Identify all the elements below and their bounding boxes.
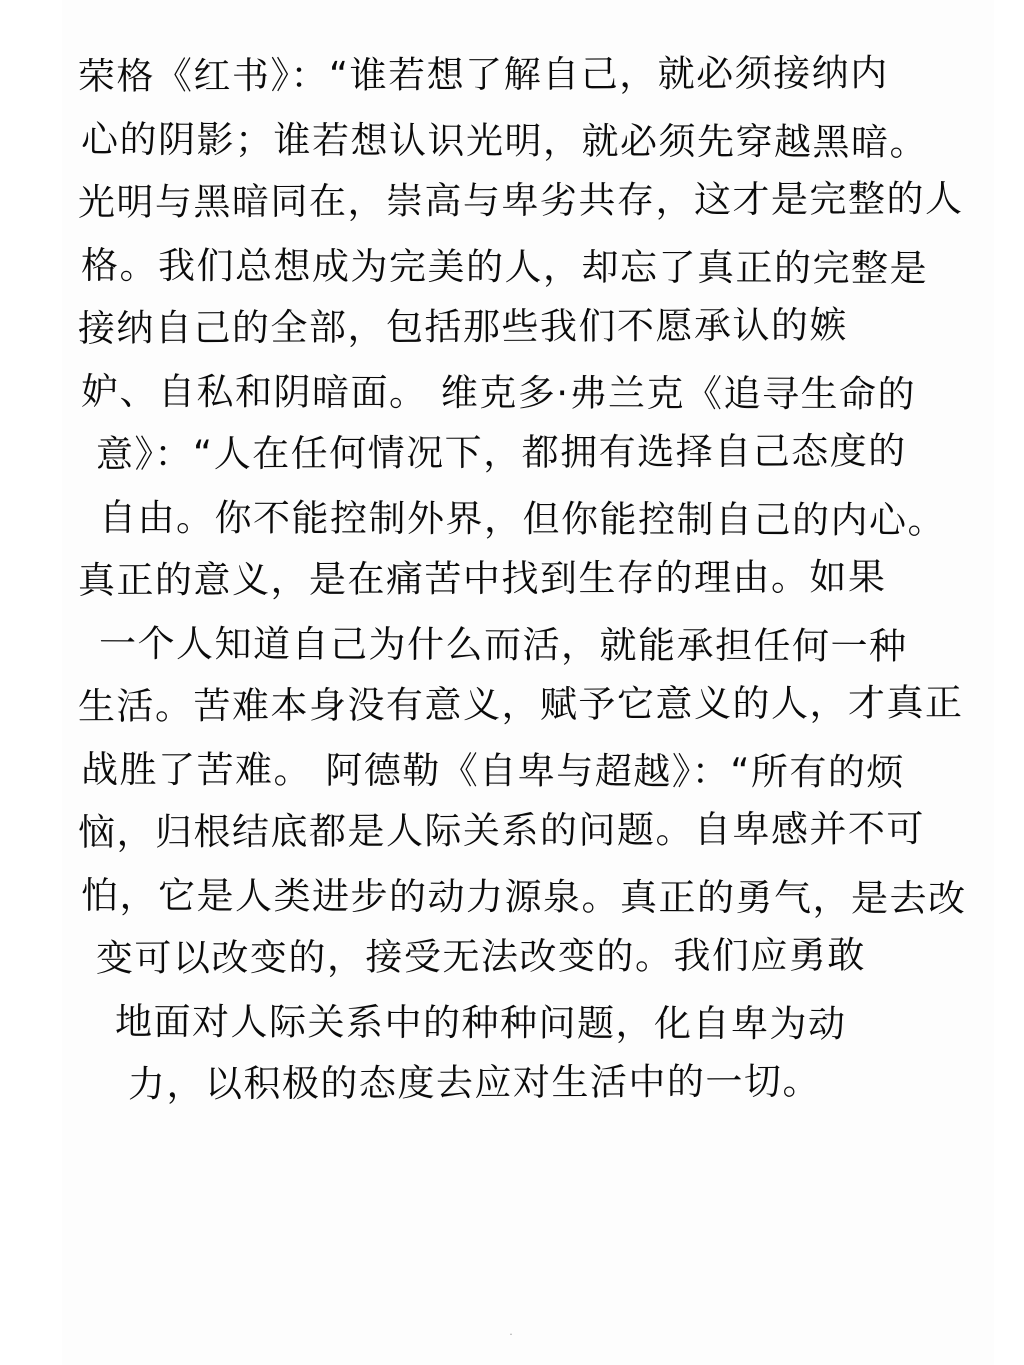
page-footer-mark: · <box>509 1328 515 1341</box>
text-line: 战胜了苦难。 阿德勒《自卑与超越》：“所有的烦 <box>80 748 906 794</box>
paper-right-margin <box>994 0 1024 1365</box>
text-line: 自由。你不能控制外界，但你能控制自己的内心。 <box>98 496 947 543</box>
text-line: 一个人知道自己为什么而活，就能承担任何一种 <box>98 622 908 668</box>
text-line: 荣格《红书》：“谁若想了解自己，就必须接纳内 <box>77 51 889 98</box>
text-line: 光明与黑暗同在，崇高与卑劣共存，这才是完整的人 <box>77 177 964 224</box>
text-line: 接纳自己的全部，包括那些我们不愿承认的嫉 <box>77 303 849 350</box>
text-line: 变可以改变的，接受无法改变的。我们应勇敢 <box>95 933 867 980</box>
handwritten-text-block <box>77 51 968 1268</box>
text-line: 真正的意义，是在痛苦中找到生存的理由。如果 <box>77 555 887 602</box>
text-line: 恼，归根结底都是人际关系的问题。自卑感并不可 <box>77 807 926 854</box>
paper-left-margin <box>0 0 62 1365</box>
text-line: 地面对人际关系中的种种问题，化自卑为动 <box>114 1000 847 1046</box>
text-line: 格。我们总想成为完美的人，却忘了真正的完整是 <box>80 244 929 290</box>
text-line: 心的阴影；谁若想认识光明，就必须先穿越黑暗。 <box>80 118 929 164</box>
text-line: 生活。苦难本身没有意义，赋予它意义的人，才真正 <box>77 681 964 728</box>
text-line: 意》：“人在任何情况下，都拥有选择自己态度的 <box>95 429 907 476</box>
text-line: 怕，它是人类进步的动力源泉。真正的勇气，是去改 <box>80 874 967 921</box>
text-line: 力，以积极的态度去应对生活中的一切。 <box>127 1059 822 1106</box>
text-line: 妒、自私和阴暗面。 维克多·弗兰克《追寻生命的 <box>80 370 917 416</box>
